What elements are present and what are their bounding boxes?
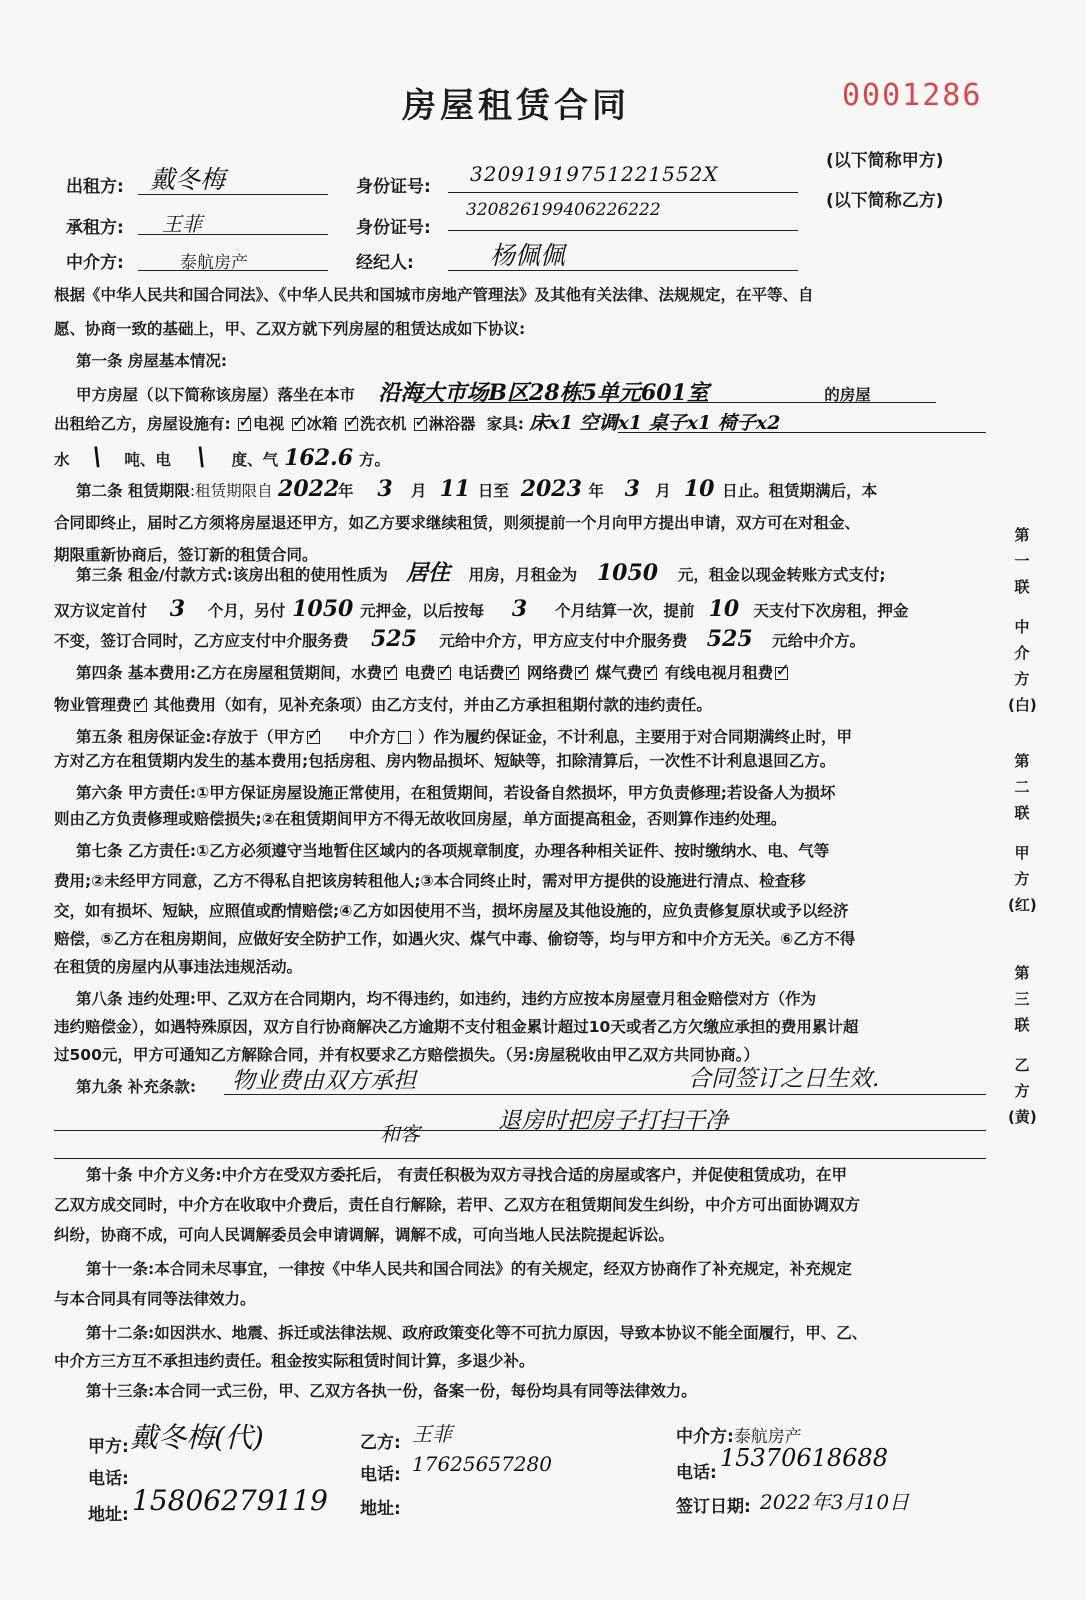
party-a-phone: 15806279119 <box>132 1484 328 1517</box>
art7-line-4: 赔偿，⑤乙方在租房期间，应做好安全防护工作，如遇火灾、煤气中毒、偷窃等，均与甲方和中介方无关。⑥乙方不得 <box>54 930 856 948</box>
party-b-addr-label: 地址: <box>360 1499 401 1519</box>
party-b-tel-label: 电话: <box>360 1465 401 1485</box>
art3-line-3: 不变，签订合同时，乙方应支付中介服务费 525 元给中介方，甲方应支付中介服务费 525 元给中介方。 <box>54 626 866 652</box>
broker-label: 经纪人: <box>356 253 414 273</box>
art5-line-1: 第五条 租房保证金:存放于（甲方✓ 中介方 ）作为履约保证金，不计利息，主要用于对合同期满终止时，甲 <box>76 724 996 750</box>
art5-line-2: 方对乙方在租赁期内发生的基本费用;包括房租、房内物品损坏、短缺等，扣除清算后，一次性不计利息退回乙方。 <box>54 752 836 770</box>
party-a-note: (以下简称甲方) <box>826 151 944 171</box>
copy-3-label: 第三联 乙方 (黄) <box>1008 964 1037 1126</box>
art9-title: 第九条 补充条款: <box>76 1078 197 1096</box>
party-a-addr-label: 地址: <box>88 1505 129 1525</box>
art8-line-3: 过500元，甲方可通知乙方解除合同，并有权要求乙方赔偿损失。（另:房屋税收由甲乙双方共同协商。） <box>54 1046 760 1064</box>
sign-date-label: 签订日期: <box>676 1497 751 1517</box>
supplement-4: 和客 <box>380 1122 420 1146</box>
copy-1-label: 第一联 中介方 (白) <box>1008 526 1037 714</box>
copy-2-label: 第二联 甲方 (红) <box>1008 752 1037 914</box>
id2-label: 身份证号: <box>356 218 431 238</box>
art7-line-5: 在租赁的房屋内从事违法违规活动。 <box>54 958 303 976</box>
intro-line-2: 愿、协商一致的基础上，甲、乙双方就下列房屋的租赁达成如下协议: <box>54 320 526 338</box>
furniture-list: 床x1 空调x1 桌子x1 椅子x2 <box>529 412 781 434</box>
art11-line-1: 第十一条:本合同未尽事宜，一律按《中华人民共和国合同法》的有关规定，经双方协商作了补充规定，补充规定 <box>86 1260 852 1278</box>
art6-line-2: 则由乙方负责修理或赔偿损失;②在租赁期间甲方不得无故收回房屋，单方面提高租金，否则算作违约处理。 <box>54 810 787 828</box>
art7-line-3: 交，如有损坏、短缺，应照值或酌情赔偿;④乙方如因使用不当，损坏房屋及其他设施的，应负责修复原状或予以经济 <box>54 902 849 920</box>
art4-line-2: 物业管理费✓ 其他费用（如有，见补充条项）由乙方支付，并由乙方承担租期付款的违约责任。 <box>54 692 996 718</box>
art1-line-1: 甲方房屋（以下简称该房屋）落坐在本市 沿海大市场B区28栋5单元601室 的房屋 <box>76 380 871 406</box>
art10-line-1: 第十条 中介方义务:中介方在受双方委托后， 有责任积极为双方寻找合适的房屋或客户，并促使租赁成功，在甲 <box>86 1166 848 1184</box>
party-b-sign-label: 乙方: <box>360 1433 401 1453</box>
art2-line-2: 合同即终止，届时乙方须将房屋退还甲方，如乙方要求继续租赁，则须提前一个月向甲方提出申请，双方可在对租金、 <box>54 514 861 532</box>
lessee-id: 320826199406226222 <box>466 200 661 220</box>
supplement-2: 合同签订之日生效. <box>688 1066 880 1092</box>
agent-sign-label: 中介方:泰航房产 <box>676 1427 802 1447</box>
lessor-label: 出租方: <box>66 177 124 197</box>
art12-line-1: 第十二条:如因洪水、地震、拆迁或法律法规、政府政策变化等不可抗力原因，导致本协议不能全面履行，甲、乙、 <box>86 1324 868 1342</box>
art10-line-3: 纠纷，协商不成，可向人民调解委员会申请调解，调解不成，可向当地人民法院提起诉讼。 <box>54 1226 675 1244</box>
art11-line-2: 与本合同具有同等法律效力。 <box>54 1290 256 1308</box>
party-b-signature: 王菲 <box>412 1422 452 1446</box>
lessor-id: 32091919751221552X <box>470 162 719 186</box>
house-address: 沿海大市场B区28栋5单元601室 <box>378 380 709 406</box>
lessee-name: 王菲 <box>162 212 202 236</box>
art1-line-2: 出租给乙方，房屋设施有: ✓ 电视 ✓ 冰箱 ✓ 洗衣机 ✓ 淋浴器 家具: 床x1 空调x1 桌子x1 椅子x2 <box>54 410 996 437</box>
monthly-rent: 1050 <box>596 560 659 586</box>
art7-line-1: 第七条 乙方责任:①乙方必须遵守当地暂住区域内的各项规章制度，办理各种相关证件、按时缴纳水、电、气等 <box>76 842 830 860</box>
party-a-tel-label: 电话: <box>88 1469 129 1489</box>
lessee-label: 承租方: <box>66 218 124 238</box>
gas-reading: 162.6 <box>284 445 354 471</box>
agent-label: 中介方: <box>66 253 124 273</box>
art8-line-2: 违约赔偿金），如遇特殊原因，双方自行协商解决乙方逾期不支付租金累计超过10天或者乙方欠缴应承担的费用累计超 <box>54 1018 859 1036</box>
agent-tel-label: 电话: <box>676 1463 717 1483</box>
art7-line-2: 费用;②未经甲方同意，乙方不得私自把该房转租他人;③本合同终止时，需对甲方提供的设施进行清点、检查移 <box>54 872 806 890</box>
supplement-3: 退房时把房子打扫干净 <box>498 1108 728 1134</box>
art3-line-2: 双方议定首付 3 个月，另付 1050 元押金，以后按每 3 个月结算一次，提前 10 天支付下次房租，押金 <box>54 596 909 622</box>
agent-phone: 15370618688 <box>720 1444 888 1472</box>
art10-line-2: 乙双方成交同时，中介方在收取中介费后，责任自行解除，若甲、乙双方在租赁期间发生纠纷，中介方可出面协调双方 <box>54 1196 861 1214</box>
art2-line-3: 期限重新协商后，签订新的租赁合同。 <box>54 546 318 564</box>
sign-date: 2022年3月10日 <box>760 1490 910 1514</box>
agent-name: 泰航房产 <box>180 253 248 273</box>
art6-line-1: 第六条 甲方责任:①甲方保证房屋设施正常使用，在租赁期间，若设备自然损坏，甲方负责修理;若设备人为损坏 <box>76 784 836 802</box>
party-b-note: (以下简称乙方) <box>826 191 944 211</box>
lessor-name: 戴冬梅 <box>150 165 226 194</box>
art8-line-1: 第八条 违约处理:甲、乙双方在合同期内，均不得违约，如违约，违约方应按本房屋壹月租金赔偿对方（作为 <box>76 990 817 1008</box>
document-title: 房屋租赁合同 <box>402 86 630 126</box>
party-a-signature: 戴冬梅(代) <box>130 1421 264 1454</box>
party-a-sign-label: 甲方: <box>88 1437 129 1457</box>
art1-line-3: 水 \ 吨、电 \ 度、气 162.6 方。 <box>54 442 390 471</box>
id1-label: 身份证号: <box>356 177 431 197</box>
art1-title: 第一条 房屋基本情况: <box>76 352 228 370</box>
intro-line-1: 根据《中华人民共和国合同法》、《中华人民共和国城市房地产管理法》及其他有关法律、法规规定，在平等、自 <box>54 286 814 304</box>
art13-line-1: 第十三条:本合同一式三份，甲、乙双方各执一份，备案一份，每份均具有同等法律效力。 <box>86 1382 697 1400</box>
party-b-phone: 17625657280 <box>412 1452 552 1476</box>
art2-line-1: 第二条 租赁期限:租赁期限自 2022年 3 月 11 日至 2023 年 3 月 10 日止。租赁期满后，本 <box>76 476 878 502</box>
broker-name: 杨佩佩 <box>490 241 566 270</box>
serial-number: 0001286 <box>842 78 983 113</box>
supplement-1: 物业费由双方承担 <box>232 1068 416 1094</box>
art3-line-1: 第三条 租金/付款方式:该房出租的使用性质为 居住 用房，月租金为 1050 元，租金以现金转账方式支付; <box>76 560 886 586</box>
art4-line-1: 第四条 基本费用:乙方在房屋租赁期间，水费✓ 电费✓ 电话费✓ 网络费✓ 煤气费✓ 有线电视月租费✓ <box>76 660 996 686</box>
art12-line-2: 中介方三方互不承担违约责任。租金按实际租赁时间计算，多退少补。 <box>54 1352 535 1370</box>
